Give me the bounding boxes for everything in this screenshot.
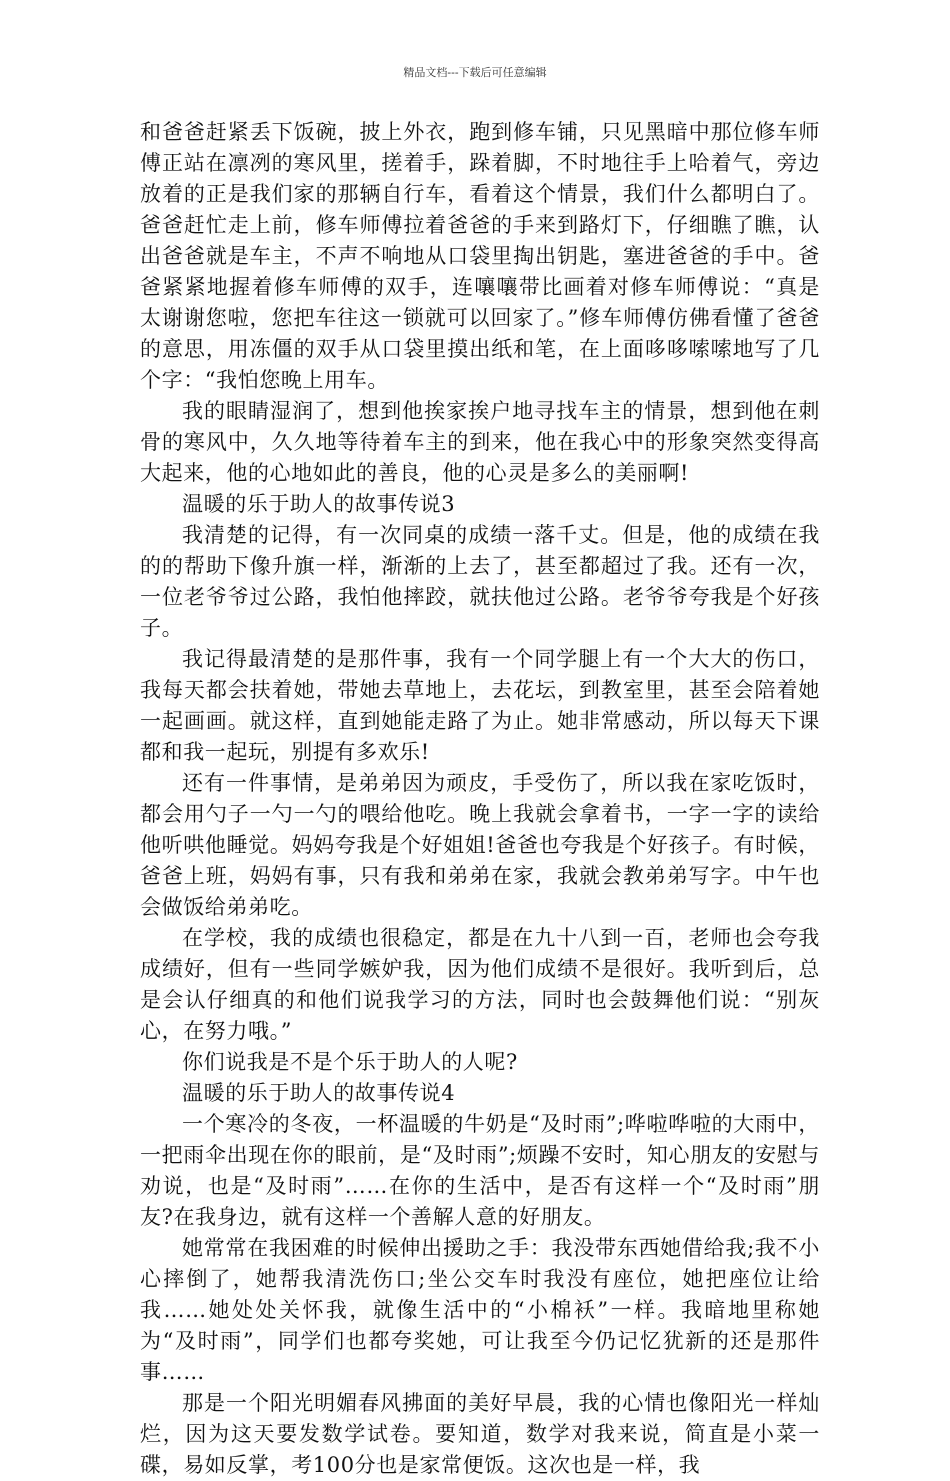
- section-heading-4: 温暖的乐于助人的故事传说4: [182, 1081, 456, 1105]
- paragraph-5: 还有一件事情，是弟弟因为顽皮，手受伤了，所以我在家吃饭时，都会用勺子一勺一勺的喂给他吃。晚上我就会拿着书，一字一字的读给他听哄他睡觉。妈妈夸我是个好姐姐!爸爸也夸我是个好孩子。有时候，爸爸上班，妈妈有事，只有我和弟弟在家，我就会教弟弟写字。中午也会做饭给弟弟吃。: [140, 771, 820, 919]
- paragraph-4: 我记得最清楚的是那件事，我有一个同学腿上有一个大大的伤口，我每天都会扶着她，带她去草地上，去花坛，到教室里，甚至会陪着她一起画画。就这样，直到她能走路了为止。她非常感动，所以每天下课都和我一起玩，别提有多欢乐!: [140, 647, 820, 764]
- paragraph-1: 和爸爸赶紧丢下饭碗，披上外衣，跑到修车铺，只见黑暗中那位修车师傅正站在凛冽的寒风里，搓着手，跺着脚，不时地往手上哈着气，旁边放着的正是我们家的那辆自行车，看着这个情景，我们什么都明白了。爸爸赶忙走上前，修车师傅拉着爸爸的手来到路灯下，仔细瞧了瞧，认出爸爸就是车主，不声不响地从口袋里掏出钥匙，塞进爸爸的手中。爸爸紧紧地握着修车师傅的双手，连嚷嚷带比画着对修车师傅说：“真是太谢谢您啦，您把车往这一锁就可以回家了。”修车师傅仿佛看懂了爸爸的意思，用冻僵的双手从口袋里摸出纸和笔，在上面哆哆嗦嗦地写了几个字：“我怕您晚上用车。: [140, 120, 820, 392]
- paragraph-6: 在学校，我的成绩也很稳定，都是在九十八到一百，老师也会夸我成绩好，但有一些同学嫉妒我，因为他们成绩不是很好。我听到后，总是会认仔细真的和他们说我学习的方法，同时也会鼓舞他们说：“别灰心，在努力哦。”: [140, 926, 820, 1043]
- section-heading-3: 温暖的乐于助人的故事传说3: [182, 492, 456, 516]
- paragraph-8: 一个寒冷的冬夜，一杯温暖的牛奶是“及时雨”;哗啦哗啦的大雨中，一把雨伞出现在你的眼前，是“及时雨”;烦躁不安时，知心朋友的安慰与劝说，也是“及时雨”……在你的生活中，是否有这样一个“及时雨”朋友?在我身边，就有这样一个善解人意的好朋友。: [140, 1112, 820, 1229]
- paragraph-10: 那是一个阳光明媚春风拂面的美好早晨，我的心情也像阳光一样灿烂，因为这天要发数学试卷。要知道，数学对我来说，简直是小菜一碟，易如反掌，考100分也是家常便饭。这次也是一样，我: [140, 1391, 820, 1477]
- paragraph-9: 她常常在我困难的时候伸出援助之手：我没带东西她借给我;我不小心摔倒了，她帮我清洗伤口;坐公交车时我没有座位，她把座位让给我……她处处关怀我，就像生活中的“小棉袄”一样。我暗地里称她为“及时雨”，同学们也都夸奖她，可让我至今仍记忆犹新的还是那件事……: [140, 1236, 820, 1384]
- page-header: 精品文档---下载后可任意编辑: [403, 66, 547, 79]
- document-body: [140, 117, 820, 1481]
- paragraph-7: 你们说我是不是个乐于助人的人呢?: [182, 1050, 518, 1074]
- paragraph-2: 我的眼睛湿润了，想到他挨家挨户地寻找车主的情景，想到他在刺骨的寒风中，久久地等待着车主的到来，他在我心中的形象突然变得高大起来，他的心地如此的善良，他的心灵是多么的美丽啊!: [140, 399, 820, 485]
- paragraph-3: 我清楚的记得，有一次同桌的成绩一落千丈。但是，他的成绩在我的的帮助下像升旗一样，渐渐的上去了，甚至都超过了我。还有一次，一位老爷爷过公路，我怕他摔跤，就扶他过公路。老爷爷夸我是个好孩子。: [140, 523, 820, 640]
